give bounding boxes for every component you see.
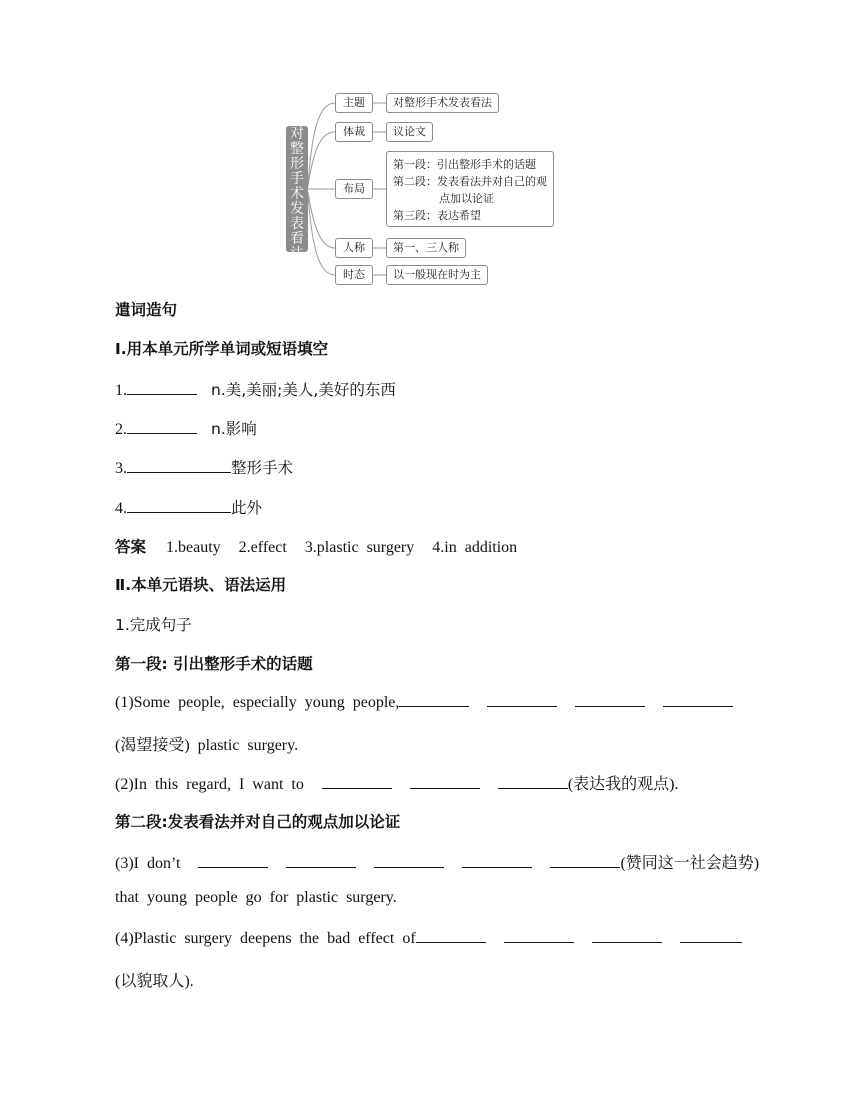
branch-value-theme: 对整形手术发表看法 bbox=[386, 93, 499, 113]
mind-map bbox=[280, 86, 580, 292]
part1-heading: Ⅰ.用本单元所学单词或短语填空 bbox=[115, 340, 329, 358]
question-3-line-2: that young people go for plastic surgery. bbox=[115, 889, 397, 906]
question-2-line bbox=[115, 771, 679, 794]
answer-line bbox=[115, 535, 517, 557]
vocab-num-3: 3. bbox=[115, 460, 127, 477]
branch-value-layout bbox=[386, 151, 554, 227]
branch-value-person: 第一、三人称 bbox=[386, 238, 466, 258]
branch-key-genre: 体裁 bbox=[335, 122, 373, 142]
q4-blank-3[interactable] bbox=[592, 928, 662, 943]
question-4-text: (4)Plastic surgery deepens the bad effect of bbox=[115, 930, 416, 947]
branch-key-theme: 主题 bbox=[335, 93, 373, 113]
vocab-item-3 bbox=[115, 456, 293, 478]
vocab-blank-4[interactable] bbox=[127, 498, 231, 513]
para1-title: 第一段: 引出整形手术的话题 bbox=[115, 655, 313, 673]
answer-1: 1.beauty bbox=[166, 539, 221, 556]
part2-subheading: 1.完成句子 bbox=[115, 616, 192, 634]
answer-4: 4.in addition bbox=[432, 539, 518, 556]
layout-line-2: 第二段：发表看法并对自己的观 bbox=[393, 175, 547, 188]
para2-title: 第二段:发表看法并对自己的观点加以论证 bbox=[115, 813, 401, 831]
q1-blank-4[interactable] bbox=[663, 692, 733, 707]
layout-line-1: 第一段：引出整形手术的话题 bbox=[393, 158, 536, 171]
question-2-hint: (表达我的观点). bbox=[567, 776, 679, 793]
q2-blank-1[interactable] bbox=[322, 774, 392, 789]
q3-blank-2[interactable] bbox=[286, 853, 356, 868]
branch-value-tense: 以一般现在时为主 bbox=[386, 265, 488, 285]
q4-blank-1[interactable] bbox=[416, 928, 486, 943]
vocab-num-4: 4. bbox=[115, 500, 127, 517]
vocab-meaning-4: 此外 bbox=[231, 499, 263, 517]
vocab-blank-2[interactable] bbox=[127, 419, 197, 434]
question-3-text: (3)I don’t bbox=[115, 855, 181, 872]
q4-blank-2[interactable] bbox=[504, 928, 574, 943]
question-4-line-2: (以貌取人). bbox=[115, 973, 194, 990]
vocab-meaning-3: 整形手术 bbox=[231, 459, 294, 477]
mind-map-root-label: 对整形手术发表看法 bbox=[290, 126, 304, 262]
branch-key-tense: 时态 bbox=[335, 265, 373, 285]
question-1-line-1 bbox=[115, 692, 733, 712]
layout-line-3: 点加以论证 bbox=[439, 192, 494, 205]
branch-key-layout: 布局 bbox=[335, 179, 373, 199]
layout-line-4: 第三段：表达希望 bbox=[393, 209, 481, 222]
q3-blank-1[interactable] bbox=[198, 853, 268, 868]
q1-blank-3[interactable] bbox=[575, 692, 645, 707]
question-1-line-2: (渴望接受) plastic surgery. bbox=[115, 737, 299, 754]
question-4-line-1 bbox=[115, 928, 742, 948]
branch-value-genre: 议论文 bbox=[386, 122, 433, 142]
vocab-num-2: 2. bbox=[115, 421, 127, 438]
question-3-line-1 bbox=[115, 850, 759, 873]
question-3-hint: (赞同这一社会趋势) bbox=[620, 855, 760, 872]
q2-blank-3[interactable] bbox=[498, 774, 568, 789]
q1-blank-1[interactable] bbox=[399, 692, 469, 707]
branch-key-person: 人称 bbox=[335, 238, 373, 258]
section-heading: 遣词造句 bbox=[115, 301, 178, 319]
vocab-item-2 bbox=[115, 417, 257, 439]
q2-blank-2[interactable] bbox=[410, 774, 480, 789]
vocab-meaning-1: n.美,美丽;美人,美好的东西 bbox=[211, 381, 396, 399]
q3-blank-3[interactable] bbox=[374, 853, 444, 868]
vocab-num-1: 1. bbox=[115, 382, 127, 399]
vocab-item-1 bbox=[115, 378, 396, 400]
answer-label: 答案 bbox=[115, 538, 147, 556]
answer-2: 2.effect bbox=[238, 539, 287, 556]
q4-blank-4[interactable] bbox=[680, 928, 742, 943]
vocab-blank-3[interactable] bbox=[127, 458, 231, 473]
vocab-meaning-2: n.影响 bbox=[211, 420, 257, 438]
question-2-text: (2)In this regard, I want to bbox=[115, 776, 304, 793]
mind-map-root bbox=[286, 126, 308, 262]
part2-heading: Ⅱ.本单元语块、语法运用 bbox=[115, 576, 287, 594]
q3-blank-4[interactable] bbox=[462, 853, 532, 868]
vocab-blank-1[interactable] bbox=[127, 380, 197, 395]
q3-blank-5[interactable] bbox=[550, 853, 620, 868]
vocab-item-4 bbox=[115, 496, 262, 518]
q1-blank-2[interactable] bbox=[487, 692, 557, 707]
question-1-text: (1)Some people, especially young people, bbox=[115, 694, 400, 711]
answer-3: 3.plastic surgery bbox=[304, 539, 415, 556]
